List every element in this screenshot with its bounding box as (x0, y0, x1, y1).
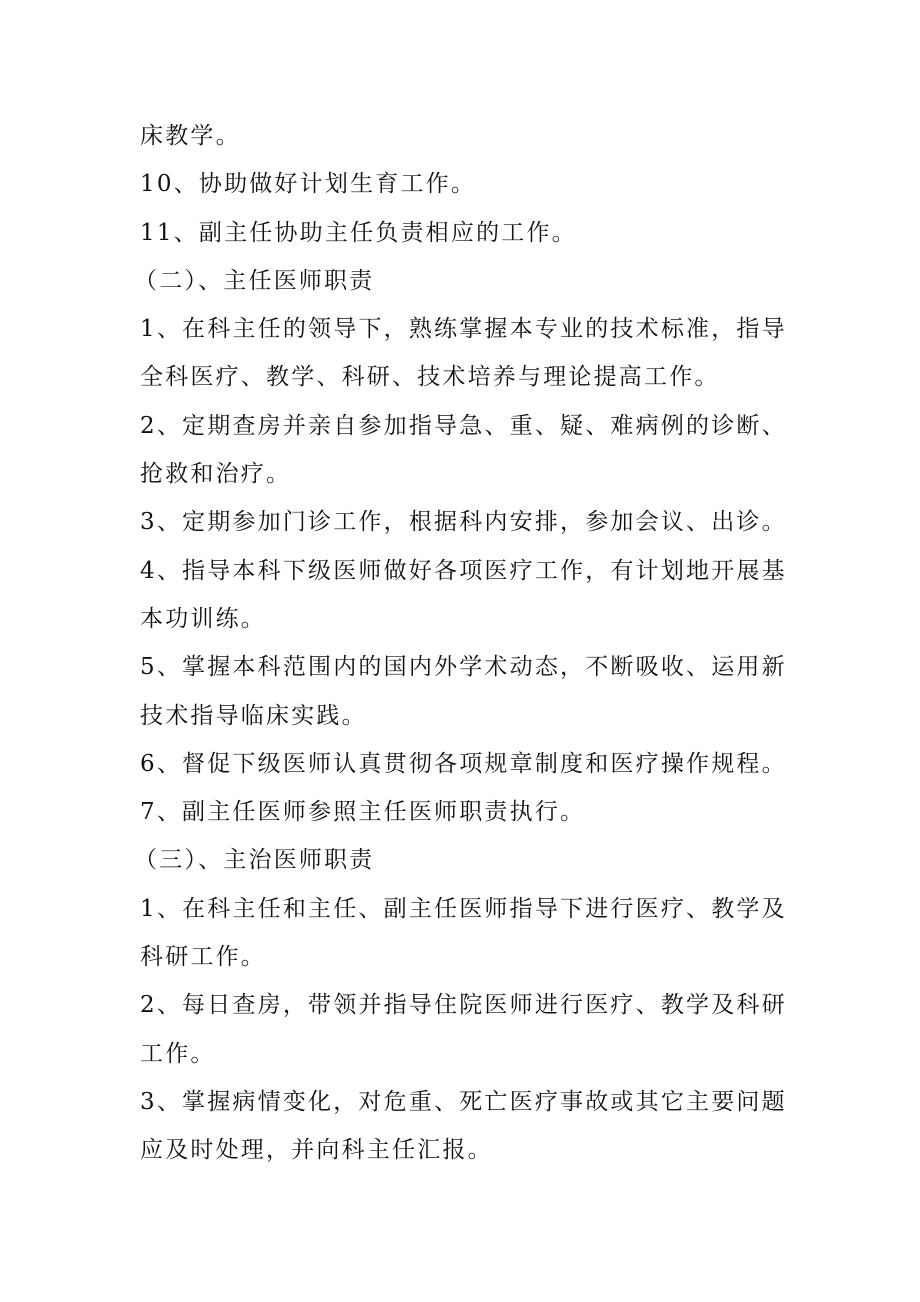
text-line: 本功训练。 (140, 605, 266, 632)
section-heading: （二）、主任医师职责 (134, 267, 375, 294)
text-line: 5、掌握本科范围内的国内外学术动态，不断吸收、运用新 (140, 654, 787, 681)
text-line: 技术指导临床实践。 (140, 702, 367, 729)
text-line: 1、在科主任和主任、副主任医师指导下进行医疗、教学及 (140, 895, 787, 922)
text-line: 3、掌握病情变化，对危重、死亡医疗事故或其它主要问题 (140, 1088, 787, 1115)
text-line: 10、协助做好计划生育工作。 (140, 171, 477, 198)
text-line: 6、督促下级医师认真贯彻各项规章制度和医疗操作规程。 (140, 750, 787, 777)
text-line: 2、定期查房并亲自参加指导急、重、疑、难病例的诊断、 (140, 412, 787, 439)
text-line: 应及时处理，并向科主任汇报。 (140, 1137, 493, 1164)
text-line: 3、定期参加门诊工作，根据科内安排，参加会议、出诊。 (140, 509, 787, 536)
text-line: 床教学。 (140, 123, 241, 149)
text-line: 2、每日查房，带领并指导住院医师进行医疗、教学及科研 (140, 992, 787, 1019)
text-line: 全科医疗、教学、科研、技术培养与理论提高工作。 (140, 364, 720, 391)
text-line: 抢救和治疗。 (140, 461, 292, 488)
text-line: 11、副主任协助主任负责相应的工作。 (140, 219, 577, 246)
text-line: 工作。 (140, 1040, 216, 1067)
text-line: 7、副主任医师参照主任医师职责执行。 (140, 799, 586, 826)
document-body (134, 112, 790, 1175)
text-line: 4、指导本科下级医师做好各项医疗工作，有计划地开展基 (140, 557, 787, 584)
text-line: 科研工作。 (140, 944, 266, 971)
section-heading: （三）、主治医师职责 (134, 847, 375, 874)
text-line: 1、在科主任的领导下，熟练掌握本专业的技术标准，指导 (140, 316, 787, 343)
